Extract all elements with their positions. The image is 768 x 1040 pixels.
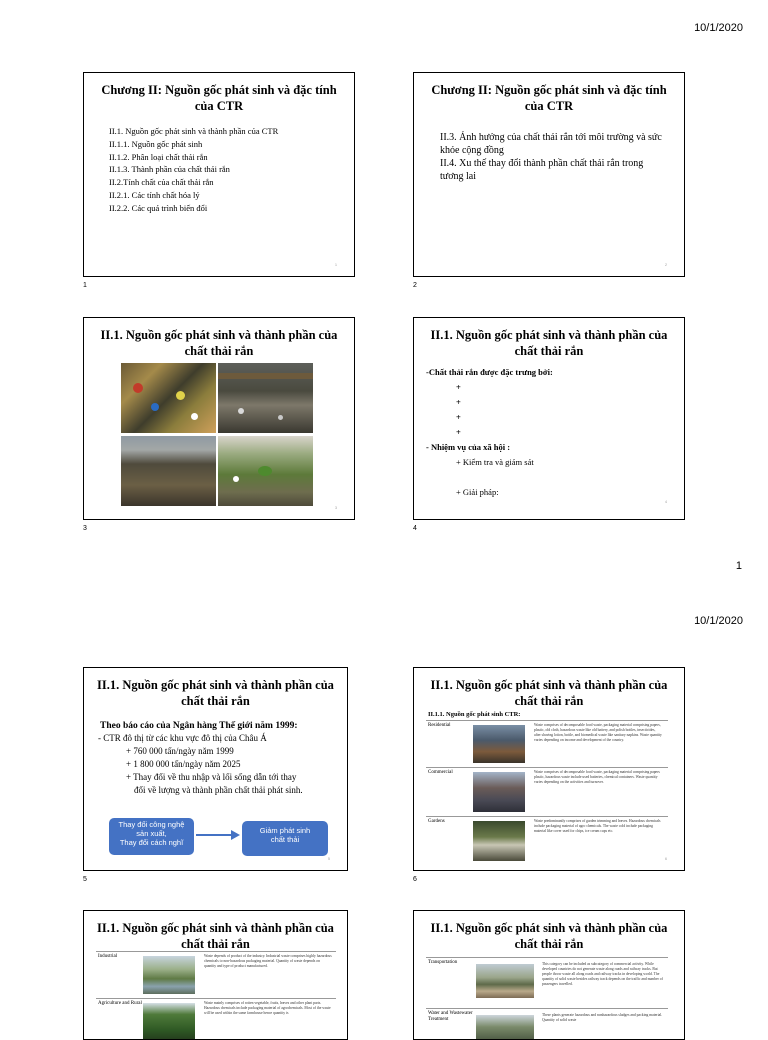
- flow-box-tech-change: Thay đổi công nghệ sản xuất, Thay đổi cách nghĩ: [109, 818, 194, 855]
- waste-pile-photo: [121, 363, 216, 433]
- slide-2-number: 2: [413, 282, 417, 289]
- slide-2-toc: [440, 131, 684, 183]
- commercial-photo: [473, 772, 525, 812]
- flow-arrow-head: [231, 830, 240, 840]
- slide-2-title: Chương II: Nguồn gốc phát sinh và đặc tính của CTR: [431, 83, 667, 113]
- table-row: [426, 767, 668, 816]
- transportation-photo: [476, 964, 534, 998]
- flow-arrow-line: [196, 834, 232, 836]
- slide-4-title: II.1. Nguồn gốc phát sinh và thành phần của chất thải rắn: [430, 328, 668, 358]
- slide-5-number: 5: [83, 876, 87, 883]
- row-description: Waste predominantly comprises of garden trimming and leaves. Hazardous chemicals include packaging material of agro chemicals. The waste cold include packaging material like cover used for chips, ice cream cups etc.: [534, 819, 661, 833]
- table-row: [426, 816, 668, 863]
- slide-6-title: II.1. Nguồn gốc phát sinh và thành phần của chất thải rắn: [430, 678, 668, 708]
- row-description: This category can be included as subcategory of commercial activity. While developed countries do not generate waste along roads and railway tracks. But people throw waste all along roads and railway tracks in developing world. The quantity of solid waste besides railway track depends on the traffic and number of passengers travelled.: [542, 962, 663, 986]
- slide-4-task-1: + Kiểm tra và giám sát: [456, 457, 534, 467]
- slide-4-number: 4: [413, 525, 417, 532]
- toc-item: II.3. Ảnh hưởng của chất thải rắn tới môi trường và sức khỏe cộng đồng: [440, 132, 662, 156]
- plus-item: +: [456, 397, 461, 407]
- slide-5-line-4: + Thay đổi về thu nhập và lối sống dẫn tới thay: [126, 772, 297, 782]
- water-treatment-photo: [476, 1015, 534, 1040]
- slide-3-number: 3: [83, 525, 87, 532]
- table-row: [426, 957, 668, 1008]
- slide-8-title: II.1. Nguồn gốc phát sinh và thành phần của chất thải rắn: [430, 921, 668, 951]
- residential-photo: [473, 725, 525, 763]
- slide-5-line-3: + 1 800 000 tấn/ngày năm 2025: [126, 759, 241, 769]
- row-label: Water and Wastewater Treatment: [428, 1011, 473, 1022]
- slide-4-corner-number: 4: [665, 500, 667, 504]
- slide-4: [413, 317, 685, 520]
- garden-photo: [473, 821, 525, 861]
- toc-item: II.2.2. Các quá trình biến đổi: [109, 202, 208, 213]
- flow-box-reduce-waste: Giảm phát sinh chất thải: [242, 821, 328, 856]
- slide-1: [83, 72, 355, 277]
- toc-item: II.2.Tính chất của chất thải rắn: [109, 177, 214, 188]
- toc-item: II.1.1. Nguồn gốc phát sinh: [109, 138, 203, 149]
- page2-date: 10/1/2020: [694, 615, 743, 627]
- slide-6-subhead: II.1.1. Nguồn gốc phát sinh CTR:: [428, 711, 521, 718]
- slide-4-task-2: + Giải pháp:: [456, 487, 499, 497]
- slide-6-number: 6: [413, 876, 417, 883]
- table-row: [96, 998, 336, 1040]
- slide-3-corner-number: 3: [335, 506, 337, 510]
- slide-8: [413, 910, 685, 1040]
- row-description: Waste mainly comprises of rotten vegetable, fruits, leaves and other plant parts. Hazardous chemicals include packaging material of agrochemicals. Most of the waste will be used within the same farmhouse hence quantity is: [204, 1001, 331, 1015]
- slide-4-lead: -Chất thải rắn được đặc trưng bởi:: [426, 367, 553, 377]
- industrial-photo: [143, 956, 195, 994]
- row-description: These plants generate hazardous and nonhazardous sludges and packing material. Quantity of solid waste: [542, 1013, 663, 1022]
- slide-6: [413, 667, 685, 871]
- slide-5-lead: Theo báo cáo của Ngân hàng Thế giới năm 1999:: [100, 721, 298, 731]
- row-label: Transportation: [428, 960, 458, 965]
- slide-1-toc: [109, 125, 354, 215]
- table-row: [426, 720, 668, 767]
- slide-5-corner-number: 5: [328, 857, 330, 861]
- slide-6-corner-number: 6: [665, 857, 667, 861]
- waste-photo-grid: [121, 363, 313, 507]
- toc-item: II.1. Nguồn gốc phát sinh và thành phần của CTR: [109, 126, 279, 136]
- toc-item: II.1.3. Thành phần của chất thải rắn: [109, 164, 230, 175]
- row-label: Industrial: [98, 954, 118, 959]
- slide-3-title: II.1. Nguồn gốc phát sinh và thành phần của chất thải rắn: [100, 328, 338, 358]
- row-label: Agriculture and Rural: [98, 1001, 142, 1006]
- agriculture-photo: [143, 1003, 195, 1040]
- row-description: Waste comprises of decomposable food waste, packaging material comprising papers, plastic, old cloth, hazardous waste like old battery, and polish bottles, insecticides, after shaving lotion, bottle, and biomedical waste like sanitary napkins. Waste quantity varies depending on income and development of the country.: [534, 723, 662, 742]
- slide-5-line-1: - CTR đô thị từ các khu vực đô thị của Châu Á: [98, 733, 267, 743]
- row-description: Waste depends of product of the industry. Industrial waste comprises highly hazardous chemicals to non-hazardous packaging material. Quantity of waste depends on quantity and type of product manufactured.: [204, 954, 332, 968]
- slide-5-title: II.1. Nguồn gốc phát sinh và thành phần của chất thải rắn: [97, 678, 334, 708]
- slide-7-title: II.1. Nguồn gốc phát sinh và thành phần của chất thải rắn: [97, 921, 334, 951]
- slide-1-number: 1: [83, 282, 87, 289]
- table-row: [96, 951, 336, 998]
- slide-5: [83, 667, 348, 871]
- table-row: [426, 1008, 668, 1040]
- green-waste-photo: [218, 436, 313, 506]
- slide-2: [413, 72, 685, 277]
- landfill-shed-photo: [218, 363, 313, 433]
- slide-5-line-2: + 760 000 tấn/ngày năm 1999: [126, 746, 234, 756]
- plus-item: +: [456, 412, 461, 422]
- page1-date: 10/1/2020: [694, 22, 743, 34]
- slide-1-corner-number: 1: [335, 263, 337, 267]
- dump-site-photo: [121, 436, 216, 506]
- toc-item: II.2.1. Các tính chất hóa lý: [109, 189, 200, 200]
- slide-2-corner-number: 2: [665, 263, 667, 267]
- row-description: Waste comprises of decomposable food waste, packaging material comprising papers plastic, hazardous waste include used batteries, chemical containers. Waste quantity varies depending on the activities and turnover.: [534, 770, 660, 784]
- toc-item: II.4. Xu thế thay đổi thành phần chất thải rắn trong tương lai: [440, 158, 644, 182]
- slide-1-title: Chương II: Nguồn gốc phát sinh và đặc tính của CTR: [101, 83, 337, 113]
- slide-4-lead2: - Nhiệm vụ của xã hội :: [426, 442, 511, 452]
- page1-number: 1: [735, 560, 742, 572]
- toc-item: II.1.2. Phân loại chất thải rắn: [109, 151, 208, 162]
- row-label: Commercial: [428, 770, 453, 775]
- plus-item: +: [456, 382, 461, 392]
- plus-item: +: [456, 427, 461, 437]
- slide-5-line-5: đổi về lượng và thành phần chất thải phát sinh.: [134, 785, 303, 795]
- row-label: Residential: [428, 723, 451, 728]
- row-label: Gardens: [428, 819, 445, 824]
- slide-7: [83, 910, 348, 1040]
- slide-3: [83, 317, 355, 520]
